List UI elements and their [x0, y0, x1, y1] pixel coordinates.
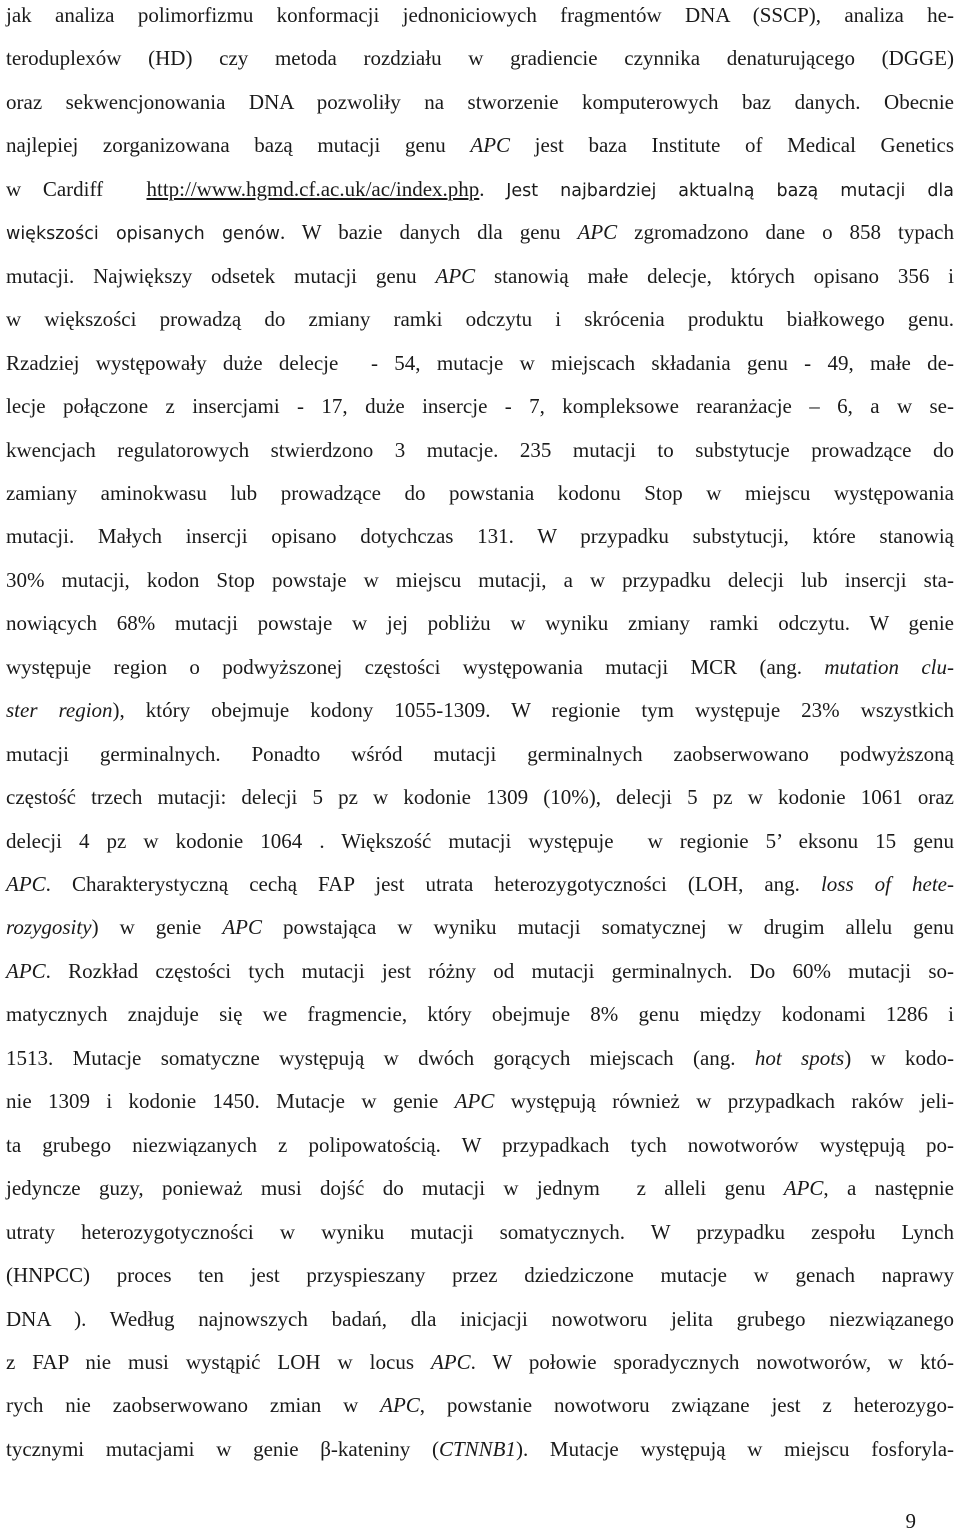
italic-text: APC [430, 1349, 471, 1374]
italic-text: APC [380, 1393, 420, 1418]
text-segment: teroduplexów (HD) czy metoda rozdziału w gradiencie czynnika denaturującego (DGGE) [6, 46, 954, 71]
italic-text: ster region [6, 698, 113, 723]
text-line [6, 304, 954, 334]
text-line [6, 608, 954, 638]
text-segment: rych nie zaobserwowano zmian w [6, 1393, 381, 1418]
text-segment: 30% mutacji, kodon Stop powstaje w miejscu mutacji, a w przypadku delecji lub insercji sta- [6, 567, 954, 592]
text-segment: większości opisanych genów [6, 224, 280, 245]
italic-text: APC [6, 872, 46, 896]
text-segment: nowiących 68% mutacji powstaje w jej pobliżu w wyniku zmiany ramki odczytu. W genie [6, 611, 954, 636]
text-line [6, 1304, 954, 1334]
text-segment: zamiany aminokwasu lub prowadzące do powstania kodonu Stop w miejscu występowania [6, 480, 954, 505]
text-segment: mutacji germinalnych. Ponadto wśród mutacji germinalnych zaobserwowano podwyższoną [6, 741, 954, 766]
text-line [6, 130, 954, 160]
text-line [6, 565, 954, 595]
text-segment: tycznymi mutacjami w genie β-kateniny ( [6, 1436, 439, 1461]
text-segment: ta grubego niezwiązanych z polipowatością. W przypadkach tych nowotworów występują po- [6, 1132, 954, 1157]
text-line [6, 782, 954, 812]
text-line [6, 1347, 954, 1377]
text-segment: w Cardiff [6, 176, 147, 201]
text-line [6, 999, 954, 1029]
italic-text: rozygosity [6, 915, 92, 940]
text-line [6, 1173, 954, 1203]
text-line [6, 87, 954, 117]
text-segment: nie 1309 i kodonie 1450. Mutacje w genie [6, 1089, 455, 1114]
text-line [6, 695, 954, 725]
text-line [6, 1086, 954, 1116]
text-segment: , a następnie [823, 1176, 954, 1201]
text-segment: Rzadziej występowały duże delecje - 54, mutacje w miejscach składania genu - 49, małe de- [6, 350, 954, 375]
text-segment: mutacji. Małych insercji opisano dotychczas 131. W przypadku substytucji, które stanowią [6, 524, 954, 549]
text-segment: z FAP nie musi wystąpić LOH w locus [6, 1349, 431, 1374]
text-segment: . Charakterystyczną cechą FAP jest utrata heterozygotyczności (LOH, ang. [45, 872, 821, 896]
text-line [6, 826, 954, 856]
text-segment: ) w kodo- [844, 1045, 954, 1070]
text-segment: występuje region o podwyższonej częstości występowania mutacji MCR (ang. [6, 654, 825, 679]
italic-text: loss of hete- [820, 872, 954, 896]
text-line [6, 1434, 954, 1464]
text-segment: lecje połączone z insercjami - 17, duże insercje - 7, kompleksowe rearanżacje – 6, a w se- [6, 394, 954, 419]
text-line [6, 348, 954, 378]
text-line [6, 956, 954, 986]
text-segment: delecji 4 pz w kodonie 1064 . Większość mutacji występuje w regionie 5’ eksonu 15 genu [6, 828, 954, 853]
text-segment: utraty heterozygotyczności w wyniku mutacji somatycznych. W przypadku zespołu Lynch [6, 1219, 954, 1244]
text-line [6, 174, 954, 204]
italic-text: APC [577, 220, 618, 245]
text-segment: jest baza Institute of Medical Genetics [510, 133, 955, 158]
text-line [6, 869, 954, 899]
text-line [6, 0, 954, 30]
text-segment: 1513. Mutacje somatyczne występują w dwóch gorących miejscach (ang. [6, 1045, 755, 1070]
text-line [6, 43, 954, 73]
text-segment: zgromadzono dane o 858 typach [617, 220, 954, 245]
text-line [6, 1260, 954, 1290]
text-segment: jak analiza polimorfizmu konformacji jednoniciowych fragmentów DNA (SSCP), analiza he- [6, 3, 954, 27]
text-line [6, 1390, 954, 1420]
text-segment: częstość trzech mutacji: delecji 5 pz w kodonie 1309 (10%), delecji 5 pz w kodonie 1061 oraz [6, 785, 954, 810]
text-line [6, 391, 954, 421]
italic-text: APC [454, 1089, 495, 1114]
text-segment: . W bazie danych dla genu [279, 220, 578, 245]
text-line [6, 739, 954, 769]
page-number: 9 [905, 1509, 916, 1533]
text-segment: (HNPCC) proces ten jest przyspieszany przez dziedziczone mutacje w genach naprawy [6, 1263, 954, 1288]
url-link[interactable]: http://www.hgmd.cf.ac.uk/ac/index.php [146, 176, 480, 201]
italic-text: CTNNB1 [438, 1436, 516, 1461]
italic-text: APC [435, 263, 476, 288]
text-segment: . [479, 176, 507, 201]
italic-text: APC [783, 1176, 824, 1201]
text-segment: matycznych znajduje się we fragmencie, który obejmuje 8% genu między kodonami 1286 i [6, 1002, 954, 1027]
text-line [6, 652, 954, 682]
text-segment: powstająca w wyniku mutacji somatycznej w drugim allelu genu [261, 915, 954, 940]
text-segment: , powstanie nowotworu związane jest z heterozygo- [419, 1393, 954, 1418]
text-line [6, 521, 954, 551]
italic-text: hot spots [754, 1045, 845, 1070]
italic-text: mutation clu- [824, 654, 955, 679]
text-segment: . Rozkład częstości tych mutacji jest różny od mutacji germinalnych. Do 60% mutacji so- [45, 958, 954, 983]
text-line [6, 912, 954, 942]
text-line [6, 1130, 954, 1160]
italic-text: APC [6, 958, 46, 983]
text-line [6, 261, 954, 291]
text-line [6, 1217, 954, 1247]
text-segment: ), który obejmuje kodony 1055-1309. W regionie tym występuje 23% wszystkich [112, 698, 954, 723]
italic-text: APC [222, 915, 262, 940]
text-segment: mutacji. Największy odsetek mutacji genu [6, 263, 436, 288]
text-line [6, 1043, 954, 1073]
text-segment: DNA ). Według najnowszych badań, dla inicjacji nowotworu jelita grubego niezwiązanego [6, 1306, 954, 1331]
text-segment: najlepiej zorganizowana bazą mutacji genu [6, 133, 471, 158]
text-segment: oraz sekwencjonowania DNA pozwoliły na stworzenie komputerowych baz danych. Obecnie [6, 89, 954, 114]
text-segment: ) w genie [91, 915, 223, 940]
italic-text: APC [470, 133, 511, 158]
text-segment: w większości prowadzą do zmiany ramki odczytu i skrócenia produktu białkowego genu. [6, 307, 954, 332]
text-segment: . W połowie sporadycznych nowotworów, w któ- [470, 1349, 954, 1374]
text-segment: ). Mutacje występują w miejscu fosforyla- [515, 1436, 955, 1461]
text-segment: kwencjach regulatorowych stwierdzono 3 mutacje. 235 mutacji to substytucje prowadzące do [6, 437, 954, 462]
text-segment: Jest najbardziej aktualną bazą mutacji dla [506, 180, 955, 201]
text-segment: występują również w przypadkach raków jeli- [494, 1089, 954, 1114]
text-line [6, 478, 954, 508]
text-line [6, 217, 954, 247]
text-segment: stanowią małe delecje, których opisano 356 i [475, 263, 954, 288]
text-line [6, 435, 954, 465]
text-segment: jedyncze guzy, ponieważ musi dojść do mutacji w jednym z alleli genu [6, 1176, 784, 1201]
